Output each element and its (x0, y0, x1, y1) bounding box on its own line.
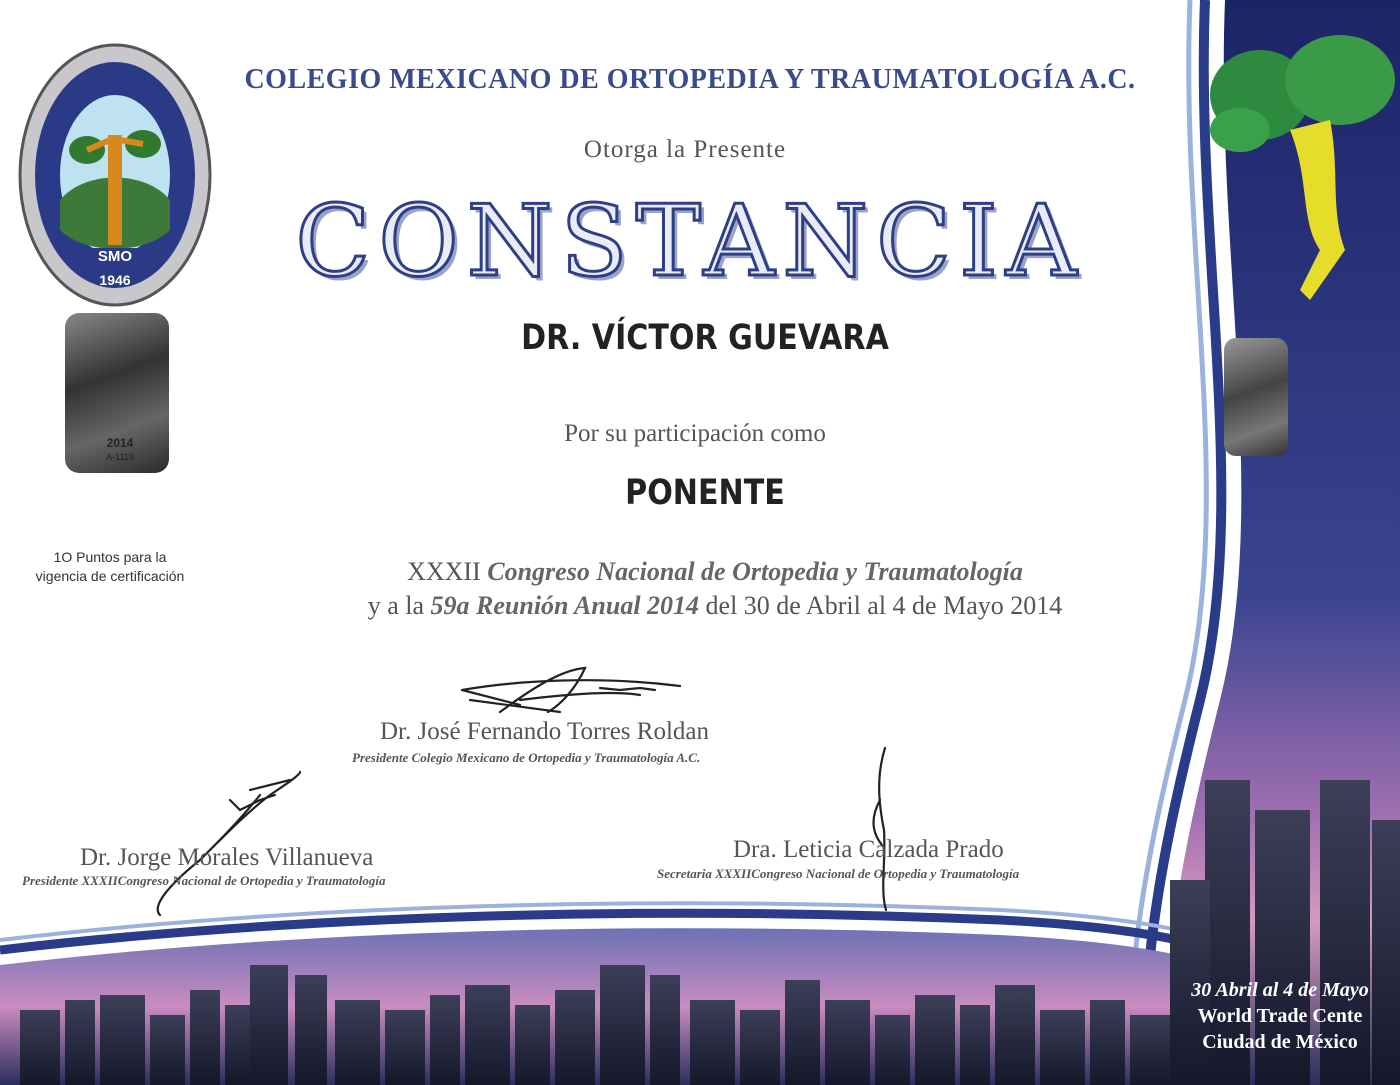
organization-name: COLEGIO MEXICANO DE ORTOPEDIA Y TRAUMATOLOGÍA A.C. (244, 64, 1136, 95)
intro-text: Otorga la Presente (583, 136, 787, 163)
venue-place: World Trade Cente (1197, 1005, 1363, 1027)
event-edition: XXXII (407, 557, 481, 586)
signature-torres (462, 668, 680, 712)
signature-calzada (874, 748, 887, 910)
points-note-line-2: vigencia de certificación (35, 568, 185, 584)
event-meeting-name: 59a Reunión Anual 2014 (430, 591, 700, 620)
venue-dates: 30 Abril al 4 de Mayo (1191, 979, 1369, 1001)
seal-year: 1946 (99, 272, 131, 288)
signatory-2-role: Presidente XXXIICongreso Nacional de Ortopedia y Traumatología (22, 873, 386, 888)
signatory-3-name: Dra. Leticia Calzada Prado (733, 836, 1004, 863)
signatory-1-name: Dr. José Fernando Torres Roldan (380, 718, 709, 745)
venue-city: Ciudad de México (1202, 1031, 1358, 1053)
event-dates: del 30 de Abril al 4 de Mayo 2014 (705, 591, 1063, 620)
points-note-line-1: 1O Puntos para la (53, 549, 167, 565)
participant-role: PONENTE (625, 473, 785, 513)
venue-info (1150, 977, 1400, 1055)
event-congress-name: Congreso Nacional de Ortopedia y Traumatología (487, 557, 1023, 586)
hologram-year: 2014 (106, 436, 134, 450)
certificate-title: CONSTANCIA (295, 185, 1085, 299)
participation-label: Por su participación como (564, 420, 826, 447)
recipient-name: DR. VÍCTOR GUEVARA (521, 318, 889, 358)
signatory-1-role: Presidente Colegio Mexicano de Ortopedia y Traumatología A.C. (352, 750, 701, 765)
hologram-code: A-1119 (106, 452, 134, 462)
seal-abbreviation: SMO (97, 248, 133, 265)
signatory-3-role: Secretaria XXXIICongreso Nacional de Ortopedia y Traumatología (657, 866, 1020, 881)
signatory-2-name: Dr. Jorge Morales Villanueva (80, 844, 374, 871)
event-line2-prefix: y a la (367, 591, 425, 620)
